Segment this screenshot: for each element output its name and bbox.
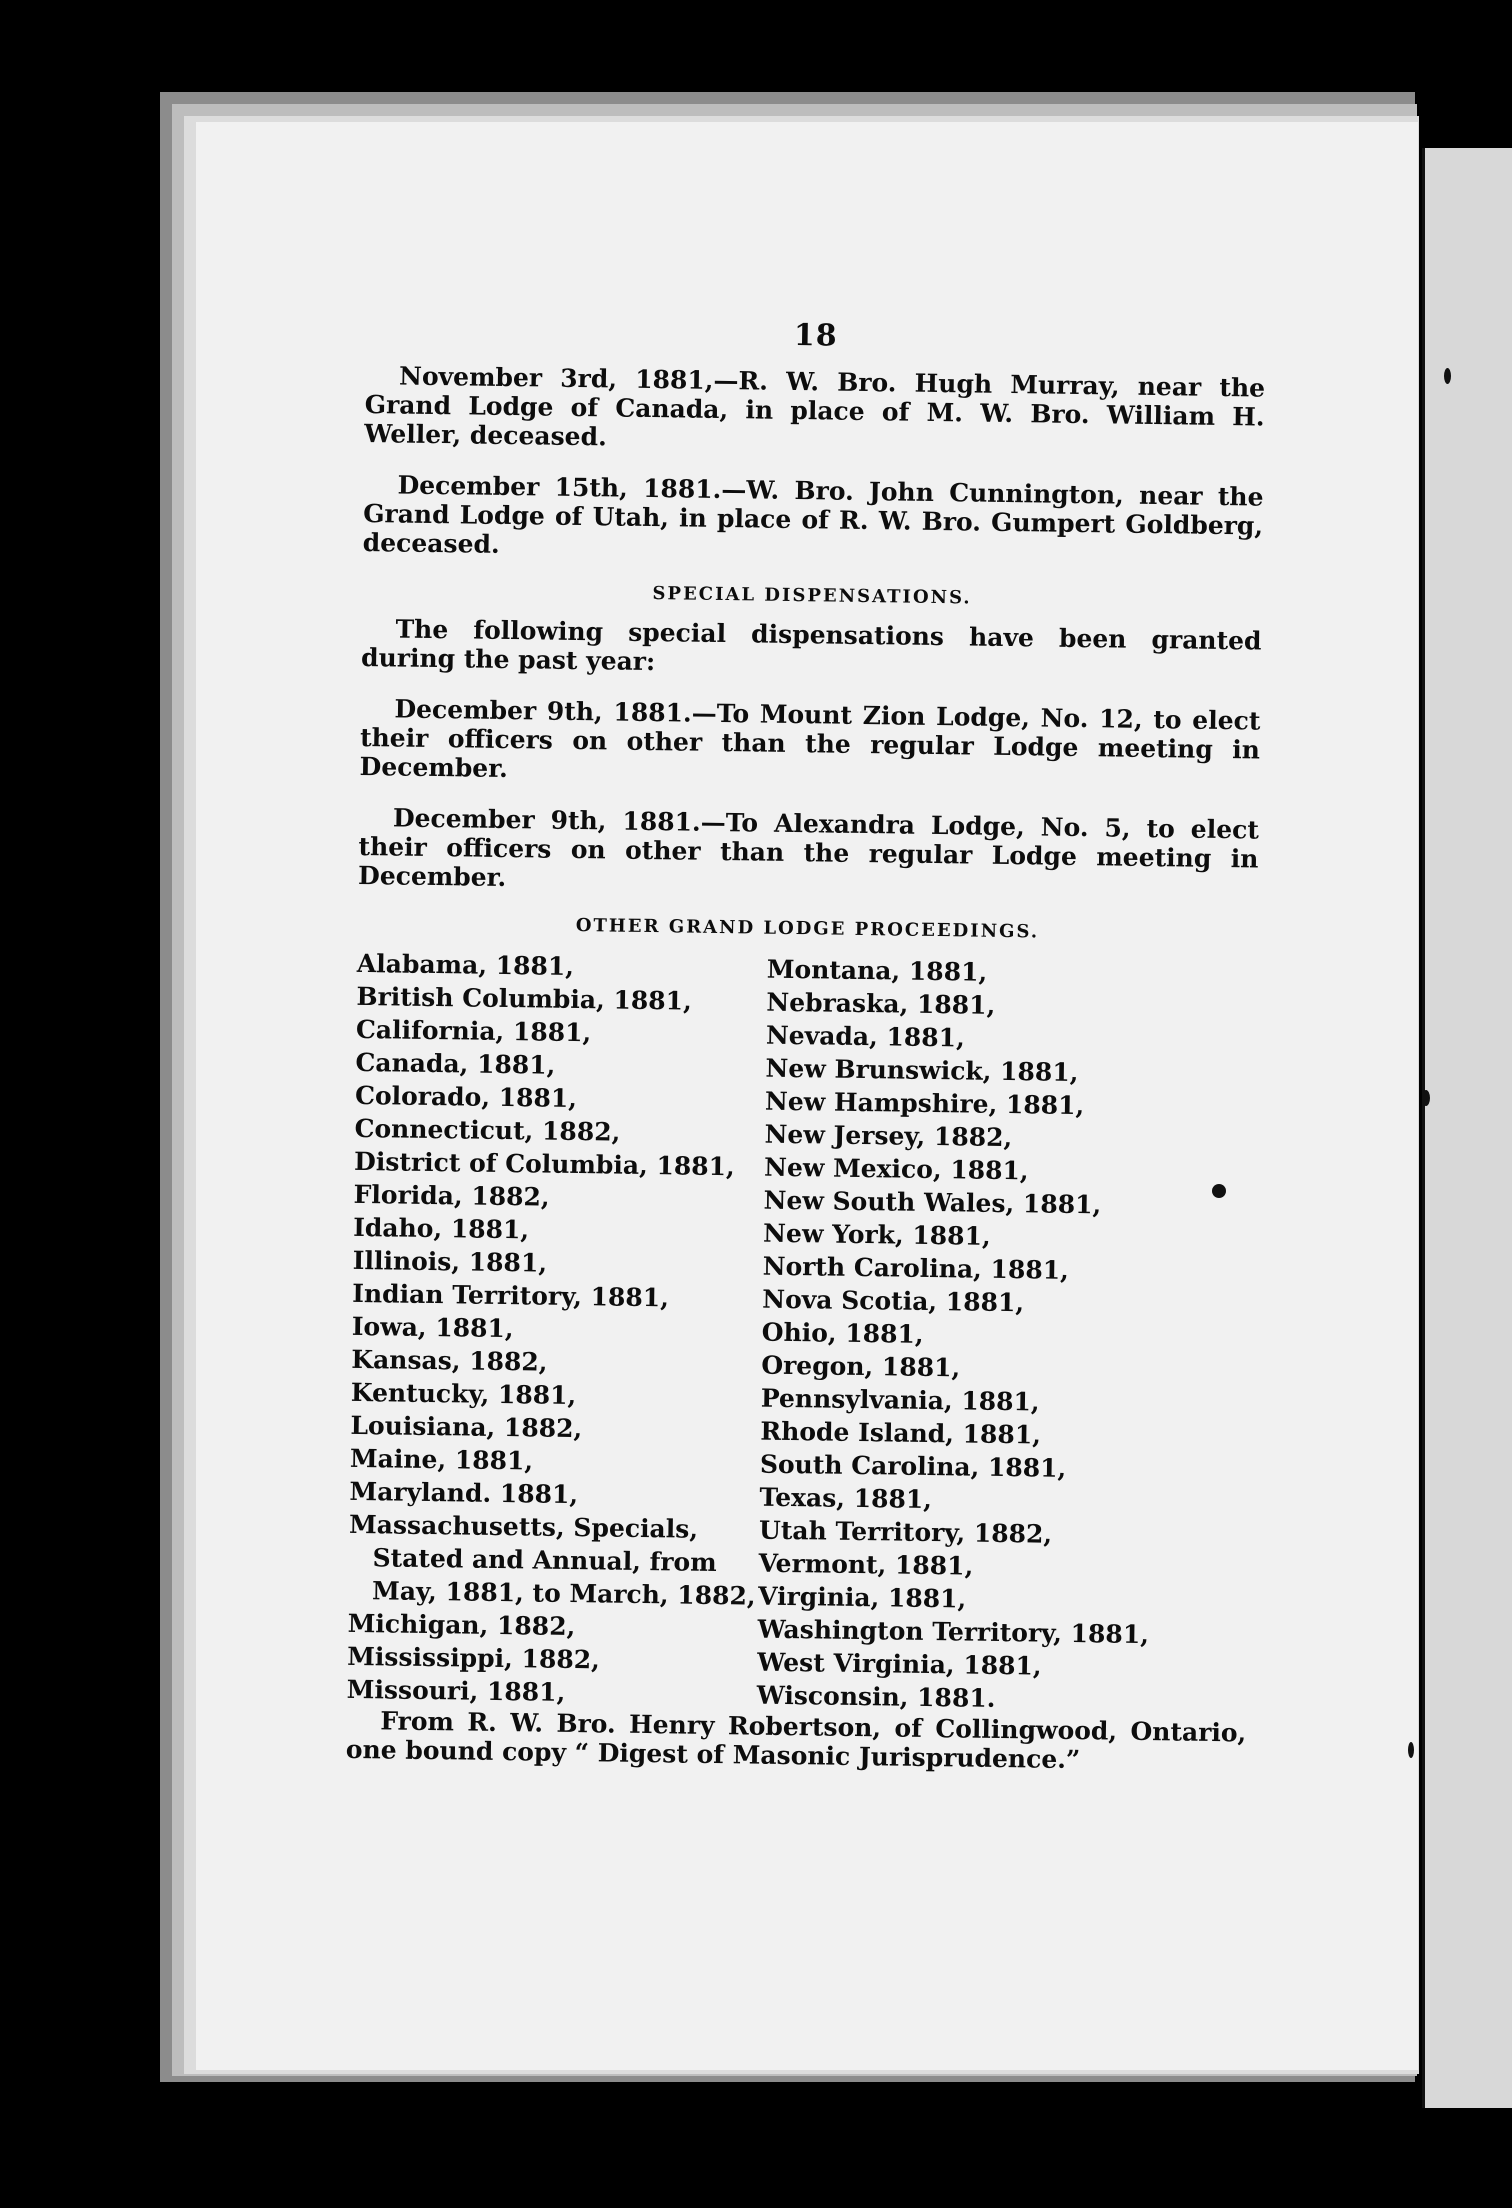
scan-speck (1422, 1090, 1430, 1106)
list-item: New Brunswick, 1881, (765, 1053, 1079, 1088)
dispensation-item: December 9th, 1881.—To Alexandra Lodge, No. 5, to elect their officers on other than the regular Lodge meeting in December. (357, 803, 1260, 893)
proceedings-left-column (347, 947, 768, 1712)
proceedings-heading: OTHER GRAND LODGE PROCEEDINGS. (575, 914, 1040, 943)
list-item: Canada, 1881, (355, 1047, 556, 1080)
special-dispensations-intro: The following special dispensations have been granted during the past year: (360, 614, 1262, 677)
list-item: Oregon, 1881, (761, 1350, 961, 1383)
list-item: District of Columbia, 1881, (353, 1146, 735, 1182)
list-item: West Virginia, 1881, (756, 1647, 1042, 1681)
list-item: Louisiana, 1882, (350, 1410, 583, 1444)
list-item: Missouri, 1881, (346, 1674, 566, 1707)
list-item: Iowa, 1881, (351, 1311, 514, 1344)
list-item: Mississippi, 1882, (347, 1641, 601, 1675)
page-number: 18 (793, 317, 838, 354)
list-item: Alabama, 1881, (356, 948, 575, 981)
list-item: Virginia, 1881, (757, 1581, 967, 1614)
list-item: Michigan, 1882, (347, 1608, 576, 1642)
appointment-paragraph: December 15th, 1881.—W. Bro. John Cunnington, near the Grand Lodge of Utah, in place of R. W. Bro. Gumpert Goldberg, deceased. (362, 470, 1264, 559)
list-item: Kentucky, 1881, (350, 1377, 577, 1411)
list-item: New Hampshire, 1881, (764, 1086, 1085, 1121)
list-item: California, 1881, (355, 1014, 592, 1048)
list-item: New Mexico, 1881, (763, 1152, 1029, 1186)
special-dispensations-heading: SPECIAL DISPENSATIONS. (652, 583, 972, 609)
list-item: Vermont, 1881, (758, 1548, 974, 1581)
list-item: Washington Territory, 1881, (757, 1614, 1150, 1650)
list-item: Indian Territory, 1881, (352, 1278, 670, 1313)
closing-paragraph: From R. W. Bro. Henry Robertson, of Collingwood, Ontario, one bound copy “ Digest of Masonic Jurisprudence.” (345, 1706, 1247, 1775)
list-item: Rhode Island, 1881, (760, 1416, 1042, 1450)
list-item: Utah Territory, 1882, (758, 1515, 1053, 1549)
scan-speck (1408, 1742, 1414, 1758)
list-item: Massachusetts, Specials, Stated and Annual, from May, 1881, to March, 1882, (348, 1509, 756, 1611)
list-item: New South Wales, 1881, (763, 1185, 1102, 1220)
list-item: Florida, 1882, (353, 1179, 550, 1212)
page-content (345, 312, 1265, 1798)
list-item: Connecticut, 1882, (354, 1113, 621, 1147)
list-item: Wisconsin, 1881. (756, 1680, 996, 1713)
list-item: Illinois, 1881, (352, 1245, 548, 1278)
list-item: Nova Scotia, 1881, (762, 1284, 1025, 1318)
proceedings-list (347, 947, 1258, 1718)
facing-page-edge (1422, 148, 1512, 2108)
dispensation-item: December 9th, 1881.—To Mount Zion Lodge, No. 12, to elect their officers on other than the regular Lodge meeting in December. (359, 694, 1261, 784)
list-item: Idaho, 1881, (353, 1212, 530, 1245)
list-item: Maine, 1881, (349, 1443, 534, 1476)
list-item: Nevada, 1881, (765, 1020, 965, 1053)
list-item: Texas, 1881, (759, 1482, 933, 1515)
list-item: New York, 1881, (762, 1218, 991, 1251)
list-item: Pennsylvania, 1881, (760, 1383, 1040, 1417)
list-item: Colorado, 1881, (354, 1080, 578, 1114)
list-item: South Carolina, 1881, (759, 1449, 1067, 1483)
proceedings-right-column (756, 953, 1207, 1718)
document-page (196, 122, 1418, 2070)
list-item: North Carolina, 1881, (762, 1251, 1070, 1285)
scan-speck (1444, 368, 1451, 384)
list-item: Kansas, 1882, (351, 1344, 548, 1377)
scan-speck (1212, 1184, 1226, 1198)
list-item: Montana, 1881, (766, 954, 988, 987)
list-item: New Jersey, 1882, (764, 1119, 1013, 1153)
appointment-paragraph: November 3rd, 1881,—R. W. Bro. Hugh Murray, near the Grand Lodge of Canada, in place of M. W. Bro. William H. Weller, deceased. (364, 361, 1266, 452)
list-item: British Columbia, 1881, (356, 981, 692, 1016)
list-item: Maryland. 1881, (349, 1476, 579, 1510)
list-item: Ohio, 1881, (761, 1317, 924, 1349)
list-item: Nebraska, 1881, (766, 987, 996, 1020)
